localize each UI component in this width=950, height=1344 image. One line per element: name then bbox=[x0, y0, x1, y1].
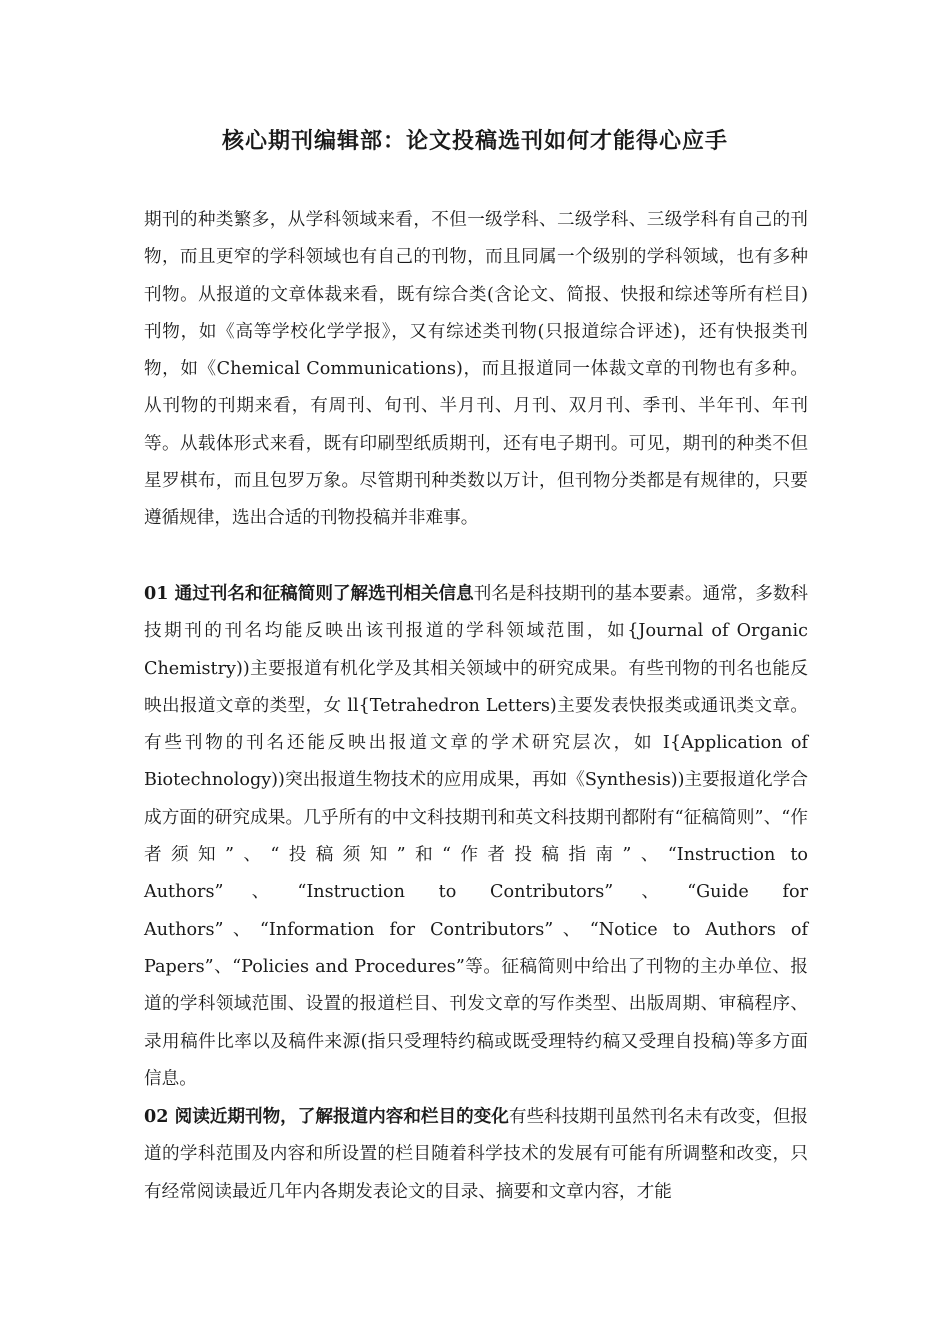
page-title: 核心期刊编辑部：论文投稿选刊如何才能得心应手 bbox=[221, 128, 728, 154]
section-1-paragraph bbox=[144, 575, 808, 1098]
section-2-paragraph bbox=[144, 1098, 808, 1211]
section-1-heading: 01 通过刊名和征稿简则了解选刊相关信息 bbox=[144, 583, 474, 604]
section-2-body: 有些科技期刊虽然刊名未有改变，但报道的学科范围及内容和所设置的栏目随着科学技术的发展有可能有所调整和改变，只有经常阅读最近几年内各期发表论文的目录、摘要和文章内容，才能 bbox=[144, 1107, 809, 1202]
section-2-heading: 02 阅读近期刊物，了解报道内容和栏目的变化 bbox=[144, 1106, 509, 1127]
section-1-body: 刊名是科技期刊的基本要素。通常，多数科技期刊的刊名均能反映出该刊报道的学科领域范围，如{Journal of Organic Chemistry))主要报道有机化学及其相关领域中的研究成果。有些刊物的刊名也能反映出报道文章的类型，女 ll{Tetrahedron Letters)主要发表快报类或通讯类文章。有些刊物的刊名还能反映出报道文章的学术研究层次，如 I{Application of Biotechnology))突出报道生物技术的应用成果，再如《Synthesis))主要报道化学合成方面的研究成果。几乎所有的中文科技期刊和英文科技期刊都附有“征稿简则”、“作者须知”、“投稿须知”和“作者投稿指南”、“Instruction to Authors”、“Instruction to Contributors”、“Guide for Authors”、“Information for Contributors”、“Notice to Authors of Papers”、“Policies and Procedures”等。征稿简则中给出了刊物的主办单位、报道的学科领域范围、设置的报道栏目、刊发文章的写作类型、出版周期、审稿程序、录用稿件比率以及稿件来源(指只受理特约稿或既受理特约稿又受理自投稿)等多方面信息。 bbox=[144, 584, 809, 1089]
intro-paragraph: 期刊的种类繁多，从学科领域来看，不但一级学科、二级学科、三级学科有自己的刊物，而且更窄的学科领域也有自己的刊物，而且同属一个级别的学科领域，也有多种刊物。从报道的文章体裁来看，既有综合类(含论文、简报、快报和综述等所有栏目)刊物，如《高等学校化学学报》，又有综述类刊物(只报道综合评述)，还有快报类刊物，如《Chemical Communications)，而且报道同一体裁文章的刊物也有多种。从刊物的刊期来看，有周刊、旬刊、半月刊、月刊、双月刊、季刊、半年刊、年刊等。从载体形式来看，既有印刷型纸质期刊，还有电子期刊。可见，期刊的种类不但星罗棋布，而且包罗万象。尽管期刊种类数以万计，但刊物分类都是有规律的，只要遵循规律，选出合适的刊物投稿并非难事。 bbox=[144, 210, 808, 529]
